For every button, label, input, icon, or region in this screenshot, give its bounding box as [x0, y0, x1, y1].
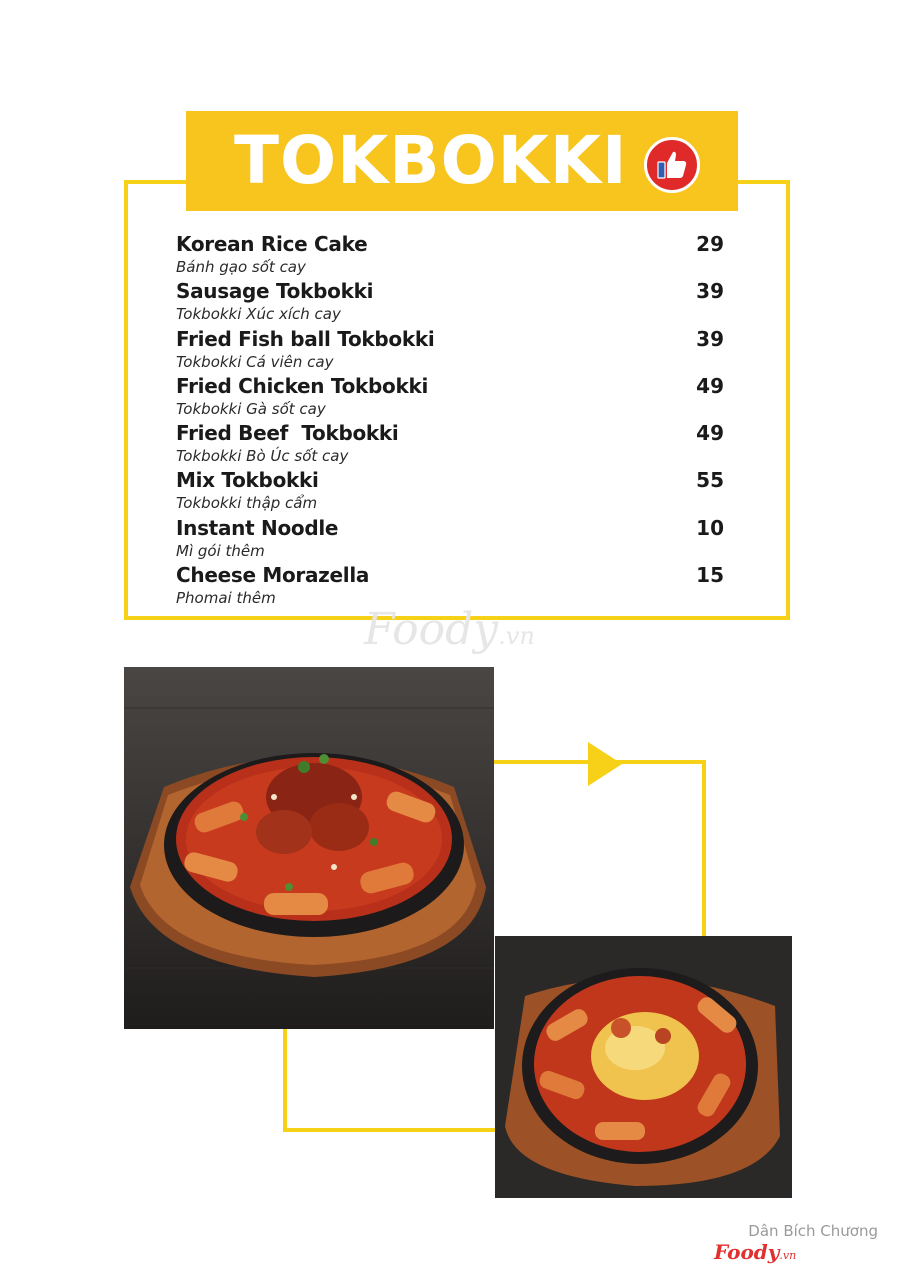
menu-item	[176, 327, 724, 374]
item-subtitle: Tokbokki Xúc xích cay	[176, 305, 341, 324]
item-subtitle: Tokbokki thập cẩm	[176, 494, 318, 513]
item-name: Fried Fish ball Tokbokki	[176, 326, 435, 351]
connector-line-bottom	[283, 1128, 495, 1132]
connector-line-left	[283, 1028, 287, 1132]
item-price: 49	[696, 421, 724, 446]
menu-item	[176, 374, 724, 421]
item-price: 15	[696, 563, 724, 588]
foody-watermark	[364, 604, 535, 655]
item-subtitle: Phomai thêm	[176, 589, 276, 608]
item-name: Instant Noodle	[176, 515, 339, 540]
item-subtitle: Bánh gạo sốt cay	[176, 258, 306, 276]
menu-item	[176, 421, 724, 468]
item-price: 29	[696, 232, 724, 256]
item-subtitle: Mì gói thêm	[176, 541, 265, 560]
page-title: TOKBOKKI	[234, 122, 628, 199]
connector-line-right	[702, 760, 706, 938]
footer-logo-brand: Foody	[714, 1240, 780, 1264]
item-subtitle: Tokbokki Cá viên cay	[176, 352, 334, 371]
food-photo-chicken-tokbokki	[124, 667, 494, 1029]
item-name: Cheese Morazella	[176, 563, 370, 588]
menu-item	[176, 279, 724, 326]
thumbs-up-icon	[655, 148, 689, 182]
item-subtitle: Tokbokki Gà sốt cay	[176, 399, 326, 418]
footer-credit: Dân Bích Chương	[748, 1222, 878, 1240]
watermark-suffix: .vn	[498, 622, 535, 650]
item-price: 10	[696, 515, 724, 540]
menu-item	[176, 468, 724, 515]
item-name: Fried Chicken Tokbokki	[176, 373, 429, 398]
item-price: 39	[696, 326, 724, 351]
footer-logo	[714, 1240, 796, 1264]
item-name: Sausage Tokbokki	[176, 279, 374, 304]
menu-item	[176, 232, 724, 279]
item-price: 55	[696, 468, 724, 493]
title-banner	[186, 111, 738, 211]
item-price: 49	[696, 373, 724, 398]
watermark-brand: Foody	[364, 604, 499, 655]
item-name: Fried Beef Tokbokki	[176, 421, 399, 446]
menu-item	[176, 516, 724, 563]
item-name: Mix Tokbokki	[176, 468, 319, 493]
footer-logo-suffix: .vn	[779, 1249, 797, 1262]
like-badge	[644, 137, 700, 193]
item-price: 39	[696, 279, 724, 304]
food-photo-cheese-tokbokki	[495, 936, 792, 1198]
item-subtitle: Tokbokki Bò Úc sốt cay	[176, 447, 349, 466]
arrow-right-icon	[588, 742, 622, 786]
menu-list	[176, 232, 724, 610]
item-name: Korean Rice Cake	[176, 232, 368, 256]
